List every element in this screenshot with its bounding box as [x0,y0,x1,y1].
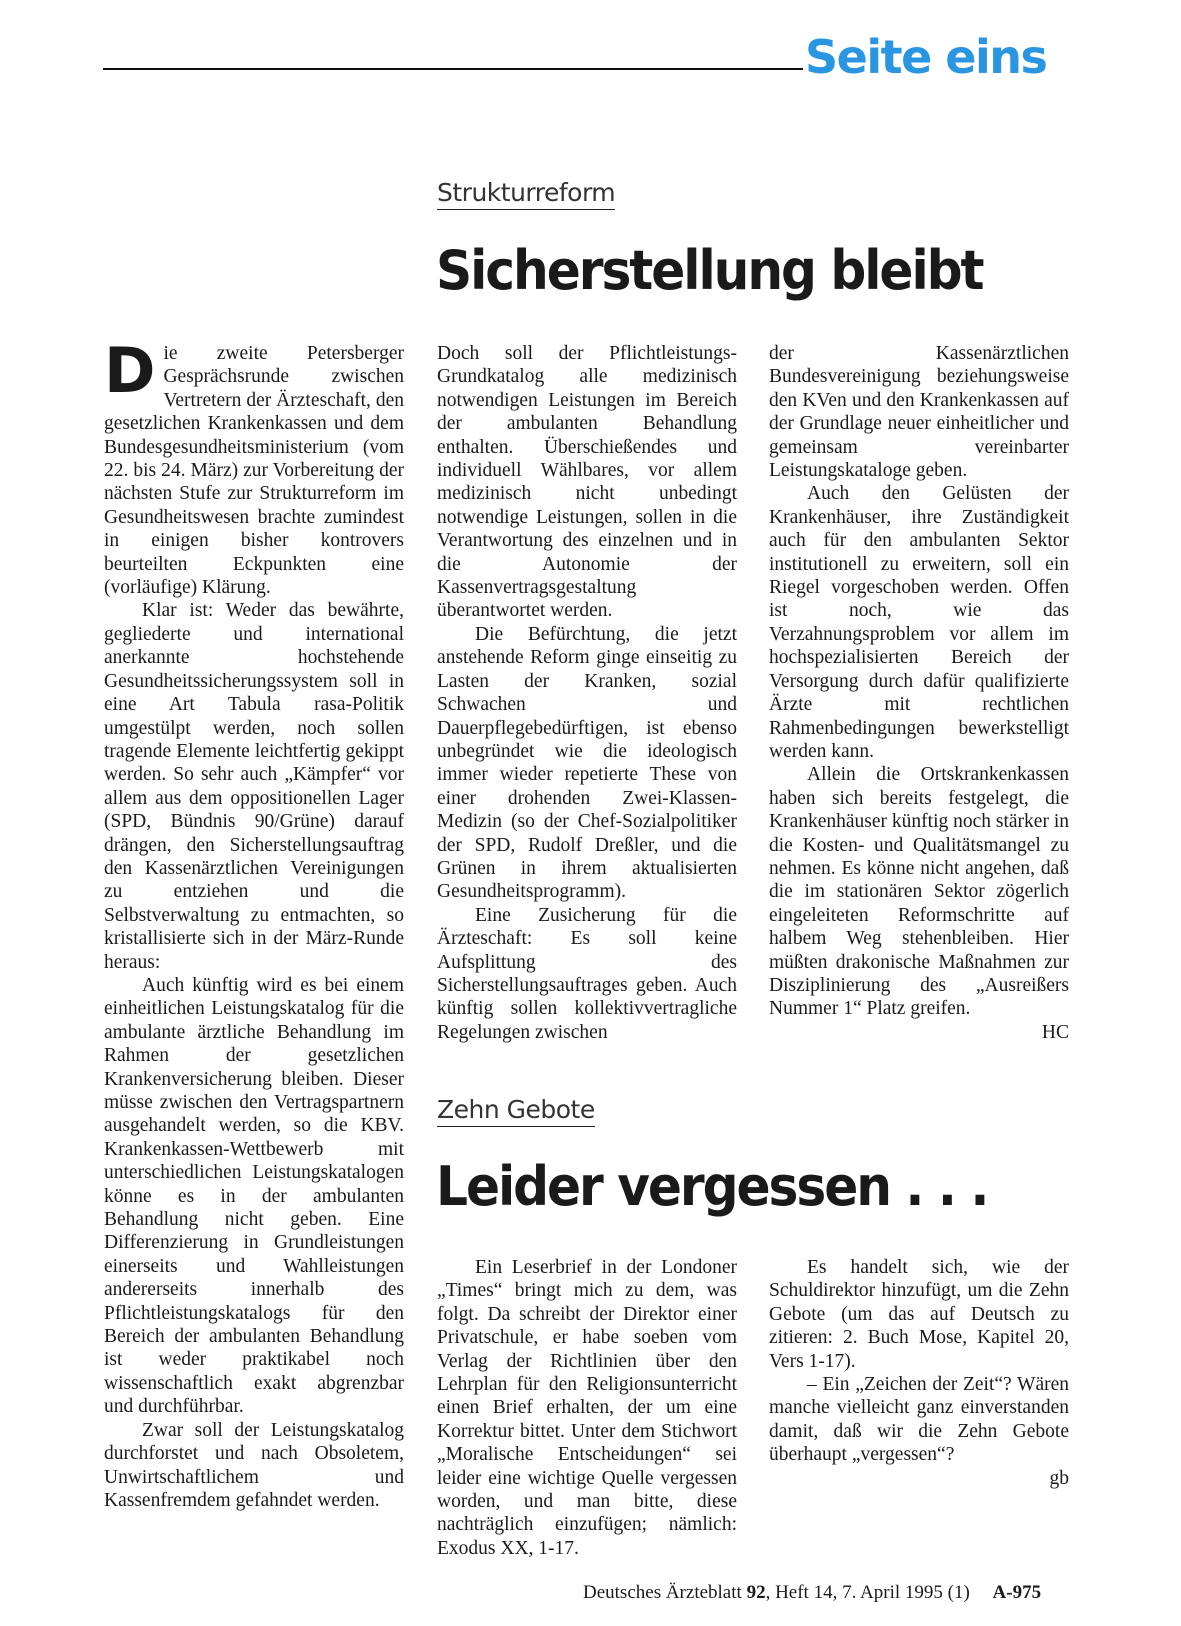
article1-headline: Sicherstellung bleibt [436,239,983,302]
article2-headline: Leider vergessen . . . [436,1155,988,1218]
article1-paragraph-10: Allein die Ortskrankenkassen haben sich bereits festgelegt, die Krankenhäuser künftig noch stärker in die Kosten- und Qualitätsmangel zu nehmen. Es könne nicht angehen, daß die im stationären Sektor zögerlich eingeleiteten Reformschritte auf halbem Weg stehenbleiben. Hier müßten drakonische Maßnahmen zur Disziplinierung des „Ausreißers Nummer 1“ Platz greifen. [769,764,1069,1020]
footer-journal: Deutsches Ärzteblatt [583,1582,742,1603]
article1-paragraph-2: Klar ist: Weder das bewährte, gegliederte und international anerkannte hochstehende Gesundheitssicherungssystem soll in eine Art Tabula rasa-Politik umgestülpt werden, noch sollen tragende Elemente leichtfertig gekippt werden. So sehr auch „Kämpfer“ vor allem aus dem oppositionellen Lager (SPD, Bündnis 90/Grüne) darauf drängen, den Sicherstellungsauftrag den Kassenärztlichen Vereinigungen zu entziehen und die Selbstverwaltung zu entmachten, so kristallisierte sich in der März-Runde heraus: [104,600,404,973]
footer-issue: , Heft 14, 7. April 1995 (1) [765,1582,970,1603]
article2-kicker: Zehn Gebote [437,1097,595,1127]
footer-page-number: A-975 [992,1582,1042,1603]
article1-paragraph-9: Auch den Gelüsten der Krankenhäuser, ihre Zuständigkeit auch für den ambulanten Sektor institutionell zu erweitern, soll ein Riegel vorgeschoben werden. Offen ist noch, wie das Verzahnungsproblem vor allem im hochspezialisierten Bereich der Versorgung durch dafür qualifizierte Ärzte mit rechtlichen Rahmenbedingungen bewerkstelligt werden kann. [769,483,1069,762]
article1-paragraph-8: der Kassenärztlichen Bundesvereinigung beziehungsweise den KVen und den Krankenkassen auf der Grundlage neuer einheitlicher und gemeinsam vereinbarter Leistungskataloge geben. [769,343,1069,482]
article2-column-1 [437,1256,737,1560]
dropcap: D [104,334,156,407]
article2-paragraph-3: – Ein „Zeichen der Zeit“? Wären manche vielleicht ganz einverstanden damit, daß wir die Zehn Gebote überhaupt „vergessen“? [769,1374,1069,1466]
article1-paragraph-4: Zwar soll der Leistungskatalog durchforstet und nach Obsoletem, Unwirtschaftlichem und Kassenfremdem gefahndet werden. [104,1419,404,1511]
article1-signature: HC [1041,1021,1069,1043]
article2-column-2 [769,1256,1069,1490]
article1-paragraph-1-text: ie zweite Petersberger Gesprächsrunde zwischen Vertretern der Ärzteschaft, den gesetzlichen Krankenkassen und dem Bundesgesundheitsministerium (vom 22. bis 24. März) zur Vorbereitung der nächsten Stufe zur Strukturreform im Gesundheitswesen brachte zumindest in einigen bisher kontrovers beurteilten Eckpunkten eine (vorläufige) Klärung. [104,343,404,599]
article2-paragraph-1: Ein Leserbrief in der Londoner „Times“ bringt mich zu dem, was folgt. Da schreibt der Direktor einer Privatschule, er habe soeben vom Verlag der Richtlinien über den Lehrplan für den Religionsunterricht einen Brief erhalten, der um eine Korrektur bittet. Unter dem Stichwort „Moralische Entscheidungen“ sei leider eine wichtige Quelle vergessen worden, und man bitte, diese nachträglich einzufügen; nämlich: Exodus XX, 1-17. [437,1257,737,1559]
article1-paragraph-1 [104,334,404,599]
article2-signature: gb [1049,1467,1069,1489]
article1-paragraph-5: Doch soll der Pflichtleistungs-Grundkatalog alle medizinisch notwendigen Leistungen im Bereich der ambulanten Behandlung enthalten. Überschießendes und individuell Wählbares, vor allem medizinisch nicht unbedingt notwendige Leistungen, sollen in die Verantwortung des einzelnen und in die Autonomie der Kassenvertragsgestaltung überantwortet werden. [437,343,737,622]
article1-paragraph-3: Auch künftig wird es bei einem einheitlichen Leistungskatalog für die ambulante ärztliche Behandlung im Rahmen der gesetzlichen Krankenversicherung bleiben. Dieser müsse zwischen den Vertragspartnern ausgehandelt werden, so die KBV. Krankenkassen-Wettbewerb mit unterschiedlichen Leistungskatalogen könne es in der ambulanten Behandlung nicht geben. Eine Differenzierung in Grundleistungen einerseits und Wahlleistungen andererseits innerhalb des Pflichtleistungskatalogs für den Bereich der ambulanten Behandlung ist weder praktikabel noch wissenschaftlich exakt abgrenzbar und durchführbar. [104,974,404,1418]
article1-paragraph-6: Die Befürchtung, die jetzt anstehende Reform ginge einseitig zu Lasten der Kranken, sozial Schwachen und Dauerpflegebedürftigen, ist ebenso unbegründet wie die ideologisch immer wieder repetierte These von einer drohenden Zwei-Klassen-Medizin (so der Chef-Sozialpolitiker der SPD, Rudolf Dreßler, und die Grünen in ihrem aktualisierten Gesundheitsprogramm). [437,623,737,903]
article1-column-2 [437,342,737,1044]
article1-kicker: Strukturreform [437,180,615,210]
article1-column-1 [104,334,404,1512]
page-footer [583,1582,1063,1604]
footer-volume: 92 [746,1582,766,1603]
article1-paragraph-7: Eine Zusicherung für die Ärzteschaft: Es soll keine Aufsplittung des Sicherstellungsauftrages geben. Auch künftig sollen kollektivvertragliche Regelungen zwischen [437,904,737,1043]
header-rule [103,68,803,70]
section-title: Seite eins [805,30,1047,84]
article1-column-3 [769,342,1069,1044]
article2-paragraph-2: Es handelt sich, wie der Schuldirektor hinzufügt, um die Zehn Gebote (um das auf Deutsch zu zitieren: 2. Buch Mose, Kapitel 20, Vers 1-17). [769,1257,1069,1372]
